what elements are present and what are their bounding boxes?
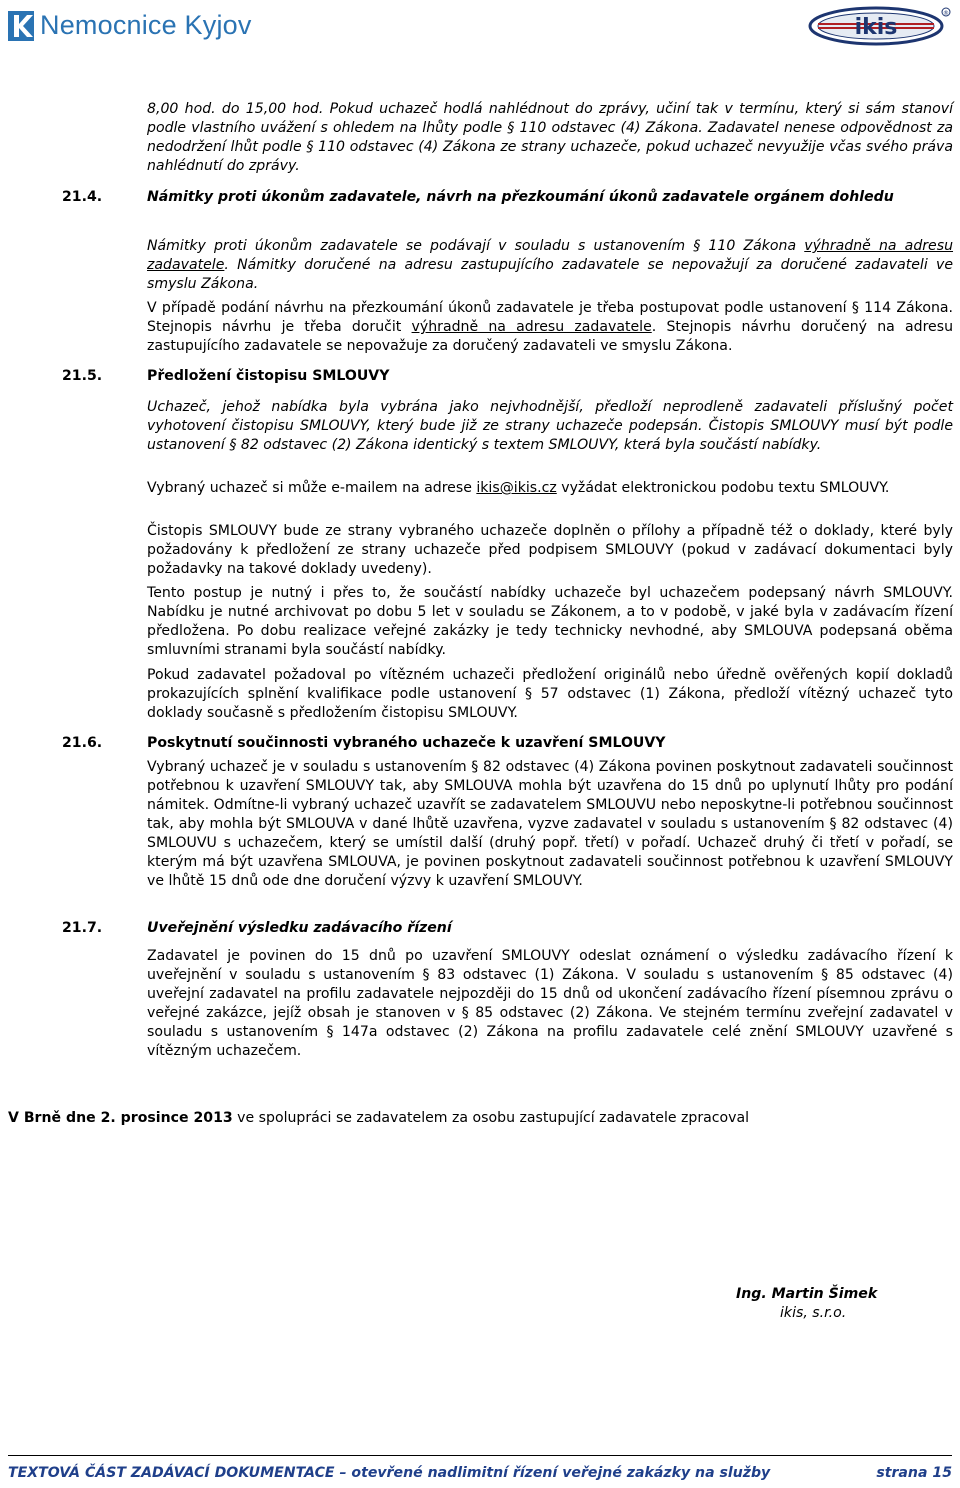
signature-name: Ing. Martin Šimek: [736, 1286, 878, 1302]
section-21-5-paragraph-4: Tento postup je nutný i přes to, že součástí nabídky uchazeče byl uchazečem podepsaný návrh SMLOUVY. Nabídku je nutné archivovat po dobu 5 let v souladu se Zákonem, a to v podobě, v jaké byla v zadávacím řízení předložena. Po dobu realizace veřejné zakázky je tedy technicky nevhodné, aby SMLOUVA podepsaná oběma smluvními stranami byla součástí nabídky.: [147, 585, 953, 658]
section-21-6-paragraph-1: Vybraný uchazeč je v souladu s ustanovením § 82 odstavec (4) Zákona povinen poskytnout zadavateli součinnost potřebnou k uzavření SMLOUVY tak, aby SMLOUVA mohla být uzavřena do 15 dnů po uplynutí lhůty pro podání námitek. Odmítne-li vybraný uchazeč uzavřít se zadavatelem SMLOUVU nebo neposkytne-li potřebnou součinnost tak, aby mohla být SMLOUVA v dané lhůtě uzavřena, vyzve zadavatel v souladu s ustanovením § 82 odstavec (4) SMLOUVU s uchazečem, který se umístil další (druhý popř. třetí) v pořadí. Uchazeč druhý či třetí v pořadí, se kterým má být uzavřena SMLOUVA, je povinen poskytnout zadavateli součinnost potřebnou k uzavření SMLOUVY ve lhůtě 15 dnů ode dne doručení výzvy k uzavření SMLOUVY.: [147, 759, 953, 889]
footer-title: TEXTOVÁ ČÁST ZADÁVACÍ DOKUMENTACE – otevřené nadlimitní řízení veřejné zakázky na služby: [8, 1465, 771, 1481]
section-21-5-paragraph-5: Pokud zadavatel požadoval po vítězném uchazeči předložení originálů nebo úředně ověřených kopií dokladů prokazujících splnění kvalifikace podle ustanovení § 57 odstavec (1) Zákona, předloží vítězný uchazeč tyto doklady současně s předložením čistopisu SMLOUVY.: [147, 667, 953, 721]
section-21-7-number: 21.7.: [62, 920, 103, 936]
svg-text:®: ®: [943, 10, 949, 17]
section-21-4-paragraph-2: V případě podání návrhu na přezkoumání úkonů zadavatele je třeba postupovat podle ustanovení § 114 Zákona. Stejnopis návrhu je třeba doručit výhradně na adresu zadavatele. Stejnopis návrhu doručený na adresu zastupujícího zadavatele se nepovažuje za doručený zadavateli ve smyslu Zákona.: [147, 300, 954, 354]
section-21-4-number: 21.4.: [62, 189, 103, 205]
section-21-5-paragraph-1: Uchazeč, jehož nabídka byla vybrána jako nejvhodnější, předloží neprodleně zadavateli příslušný počet vyhotovení čistopisu SMLOUVY, který bude již ze strany uchazeče podepsán. Čistopis SMLOUVY musí být podle ustanovení § 82 odstavec (2) Zákona identický s textem SMLOUVY, která byla součástí nabídky.: [147, 399, 953, 453]
section-21-5-title: Předložení čistopisu SMLOUVY: [147, 368, 390, 384]
page-footer: [8, 1465, 952, 1481]
section-21-5-paragraph-2: Vybraný uchazeč si může e-mailem na adrese ikis@ikis.cz vyžádat elektronickou podobu textu SMLOUVY.: [147, 480, 890, 496]
footer-divider: [8, 1455, 952, 1456]
section-21-6-title: Poskytnutí součinnosti vybraného uchazeče k uzavření SMLOUVY: [147, 735, 666, 751]
intro-paragraph: 8,00 hod. do 15,00 hod. Pokud uchazeč hodlá nahlédnout do zprávy, učiní tak v termínu, který si sám stanoví podle vlastního uvážení s ohledem na lhůty podle § 110 odstavec (4) Zákona. Zadavatel nenese odpovědnost za nedodržení lhůt podle § 110 odstavec (4) Zákona ze strany uchazeče, pokud uchazeč nevyužije včas svého práva nahlédnutí do zprávy.: [147, 101, 953, 174]
section-21-5-number: 21.5.: [62, 368, 103, 384]
closing-line: V Brně dne 2. prosince 2013 ve spolupráci se zadavatelem za osobu zastupující zadavatele zpracoval: [8, 1110, 750, 1126]
email-link[interactable]: ikis@ikis.cz: [476, 480, 557, 496]
section-21-7-paragraph-1: Zadavatel je povinen do 15 dnů po uzavření SMLOUVY odeslat oznámení o výsledku zadávacího řízení k uveřejnění v souladu s ustanovením § 83 odstavec (1) Zákona. V souladu s ustanovením § 85 odstavec (4) uveřejní zadavatel na profilu zadavatele nejpozději do 15 dnů od ukončení zadávacího řízení písemnou zprávu o veřejné zakázce, jejíž obsah je stanoven v § 85 odstavec (2) Zákona. Ve stejném termínu zveřejní zadavatel v souladu s ustanovením § 147a odstavec (2) Zákona na profilu zadavatele celé znění SMLOUVY uzavřené s vítězným uchazečem.: [147, 948, 953, 1059]
section-21-6-number: 21.6.: [62, 735, 103, 751]
section-21-5-paragraph-3: Čistopis SMLOUVY bude ze strany vybraného uchazeče doplněn o přílohy a případně též o doklady, které byly požadovány k předložení ze strany uchazeče před podpisem SMLOUVY (pokud v zadávací dokumentaci byly požadavky na takové doklady uvedeny).: [147, 523, 953, 577]
ikis-logo: [806, 4, 952, 48]
page-number: strana 15: [876, 1465, 952, 1481]
page-header: [0, 0, 960, 60]
section-21-4-title: Námitky proti úkonům zadavatele, návrh na přezkoumání úkonů zadavatele orgánem dohledu: [147, 189, 894, 205]
nemocnice-kyjov-logo: [8, 10, 252, 41]
signature-org: ikis, s.r.o.: [780, 1305, 847, 1321]
section-21-7-title: Uveřejnění výsledku zadávacího řízení: [147, 920, 452, 936]
logo-text: Nemocnice Kyjov: [40, 10, 252, 40]
ikis-logo-text: ikis: [854, 15, 898, 40]
hospital-leaf-icon: [8, 11, 34, 41]
section-21-4-paragraph-1: Námitky proti úkonům zadavatele se podávají v souladu s ustanovením § 110 Zákona výhradně na adresu zadavatele. Námitky doručené na adresu zastupujícího zadavatele se nepovažují za doručené zadavateli ve smyslu Zákona.: [147, 238, 954, 292]
